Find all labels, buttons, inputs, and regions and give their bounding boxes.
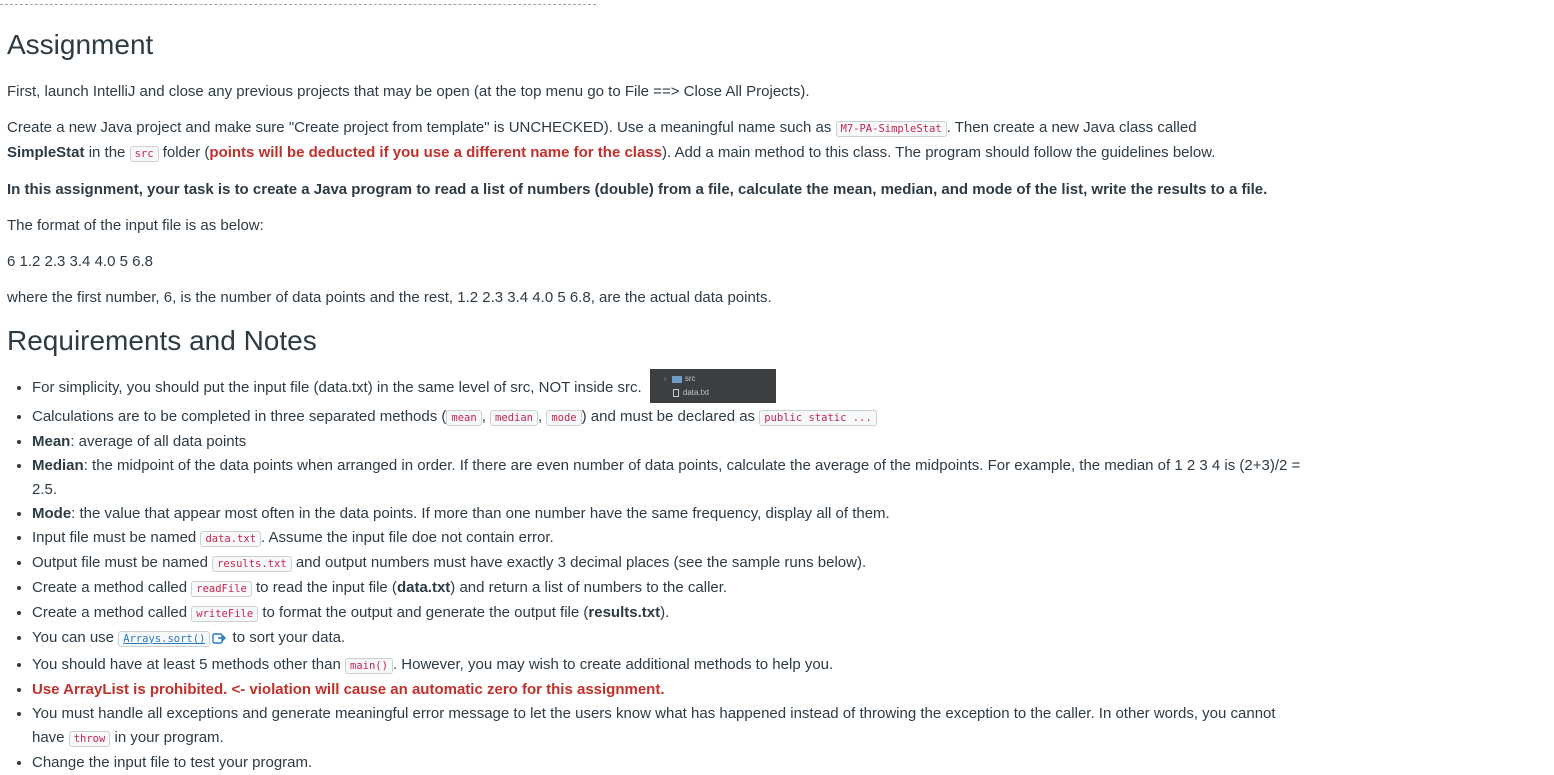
- data-txt-code: data.txt: [200, 531, 261, 547]
- list-item: • Create a method called writeFile to format the output and generate the output file (results.txt).: [32, 601, 1307, 626]
- intro-paragraph: First, launch IntelliJ and close any previous projects that may be open (at the top menu go to File ==> Close All Projects).: [7, 83, 810, 100]
- list-item: • Median: the midpoint of the data points when arranged in order. If there are even number of data points, calculate the average of the midpoints. For example, the median of 1 2 3 4 is (2+3)/2 = 2.5.: [32, 454, 1307, 502]
- list-item: • Mean: average of all data points: [32, 430, 1307, 454]
- list-item: • Output file must be named results.txt and output numbers must have exactly 3 decimal places (see the sample runs below).: [32, 551, 1307, 576]
- mean-code: mean: [446, 410, 481, 426]
- list-item: • Create a method called readFile to read the input file (data.txt) and return a list of numbers to the caller.: [32, 576, 1307, 601]
- src-code: src: [130, 146, 159, 162]
- input-explanation: where the first number, 6, is the number of data points and the rest, 1.2 2.3 3.4 4.0 5 6.8, are the actual data points.: [7, 289, 772, 306]
- file-icon: [673, 389, 679, 397]
- list-item: [32, 678, 1307, 702]
- project-tree-image: › src data.txt: [650, 369, 776, 403]
- readfile-code: readFile: [191, 581, 252, 597]
- class-name: SimpleStat: [7, 144, 85, 161]
- public-static-code: public static ...: [759, 410, 876, 426]
- main-code: main(): [345, 658, 393, 674]
- throw-code: throw: [69, 731, 111, 747]
- median-code: median: [490, 410, 538, 426]
- assignment-content: [7, 26, 1307, 775]
- arraylist-warning: Use ArrayList is prohibited. <- violation will cause an automatic zero for this assignment.: [32, 681, 665, 698]
- project-name-code: M7-PA-SimpleStat: [836, 121, 947, 137]
- list-item: • Change the input file to test your program.: [32, 751, 1307, 775]
- mode-code: mode: [546, 410, 581, 426]
- requirements-list: [7, 371, 1307, 775]
- requirements-heading: Requirements and Notes: [7, 325, 317, 356]
- external-link-icon[interactable]: [212, 629, 226, 653]
- writefile-code: writeFile: [191, 606, 258, 622]
- list-item: • Calculations are to be completed in three separated methods ( mean , median , mode ) and must be declared as public static ...: [32, 405, 1307, 430]
- list-item: • For simplicity, you should put the input file (data.txt) in the same level of src, NOT inside src. › src data.txt: [32, 371, 1307, 405]
- class-name-warning: points will be deducted if you use a different name for the class: [209, 144, 662, 161]
- project-setup-paragraph: Create a new Java project and make sure "Create project from template" is UNCHECKED). Use a meaningful name such as M7-PA-SimpleStat . Then create a new Java class called SimpleStat in the src folder (points will be deducted if you use a different name for the class). Add a main method to this class. The program should follow the guidelines below.: [7, 119, 1216, 161]
- assignment-heading: Assignment: [7, 29, 154, 60]
- input-example: 6 1.2 2.3 3.4 4.0 5 6.8: [7, 253, 153, 270]
- list-item: • You must handle all exceptions and generate meaningful error message to let the users know what has happened instead of throwing the exception to the caller. In other words, you cannot have throw in your program.: [32, 702, 1307, 751]
- folder-icon: [672, 376, 682, 383]
- list-item: • Mode: the value that appear most often in the data points. If more than one number have the same frequency, display all of them.: [32, 502, 1307, 526]
- dashed-divider: [0, 4, 596, 5]
- chevron-right-icon: ›: [663, 374, 667, 383]
- arrays-sort-link[interactable]: Arrays.sort(): [118, 631, 210, 647]
- list-item: • You should have at least 5 methods other than main() . However, you may wish to create additional methods to help you.: [32, 653, 1307, 678]
- input-format-paragraph: The format of the input file is as below:: [7, 217, 264, 234]
- task-paragraph: In this assignment, your task is to create a Java program to read a list of numbers (double) from a file, calculate the mean, median, and mode of the list, write the results to a file.: [7, 181, 1268, 198]
- results-txt-code: results.txt: [212, 556, 292, 572]
- list-item: • You can use Arrays.sort() to sort your data.: [32, 626, 1307, 653]
- list-item: • Input file must be named data.txt . Assume the input file doe not contain error.: [32, 526, 1307, 551]
